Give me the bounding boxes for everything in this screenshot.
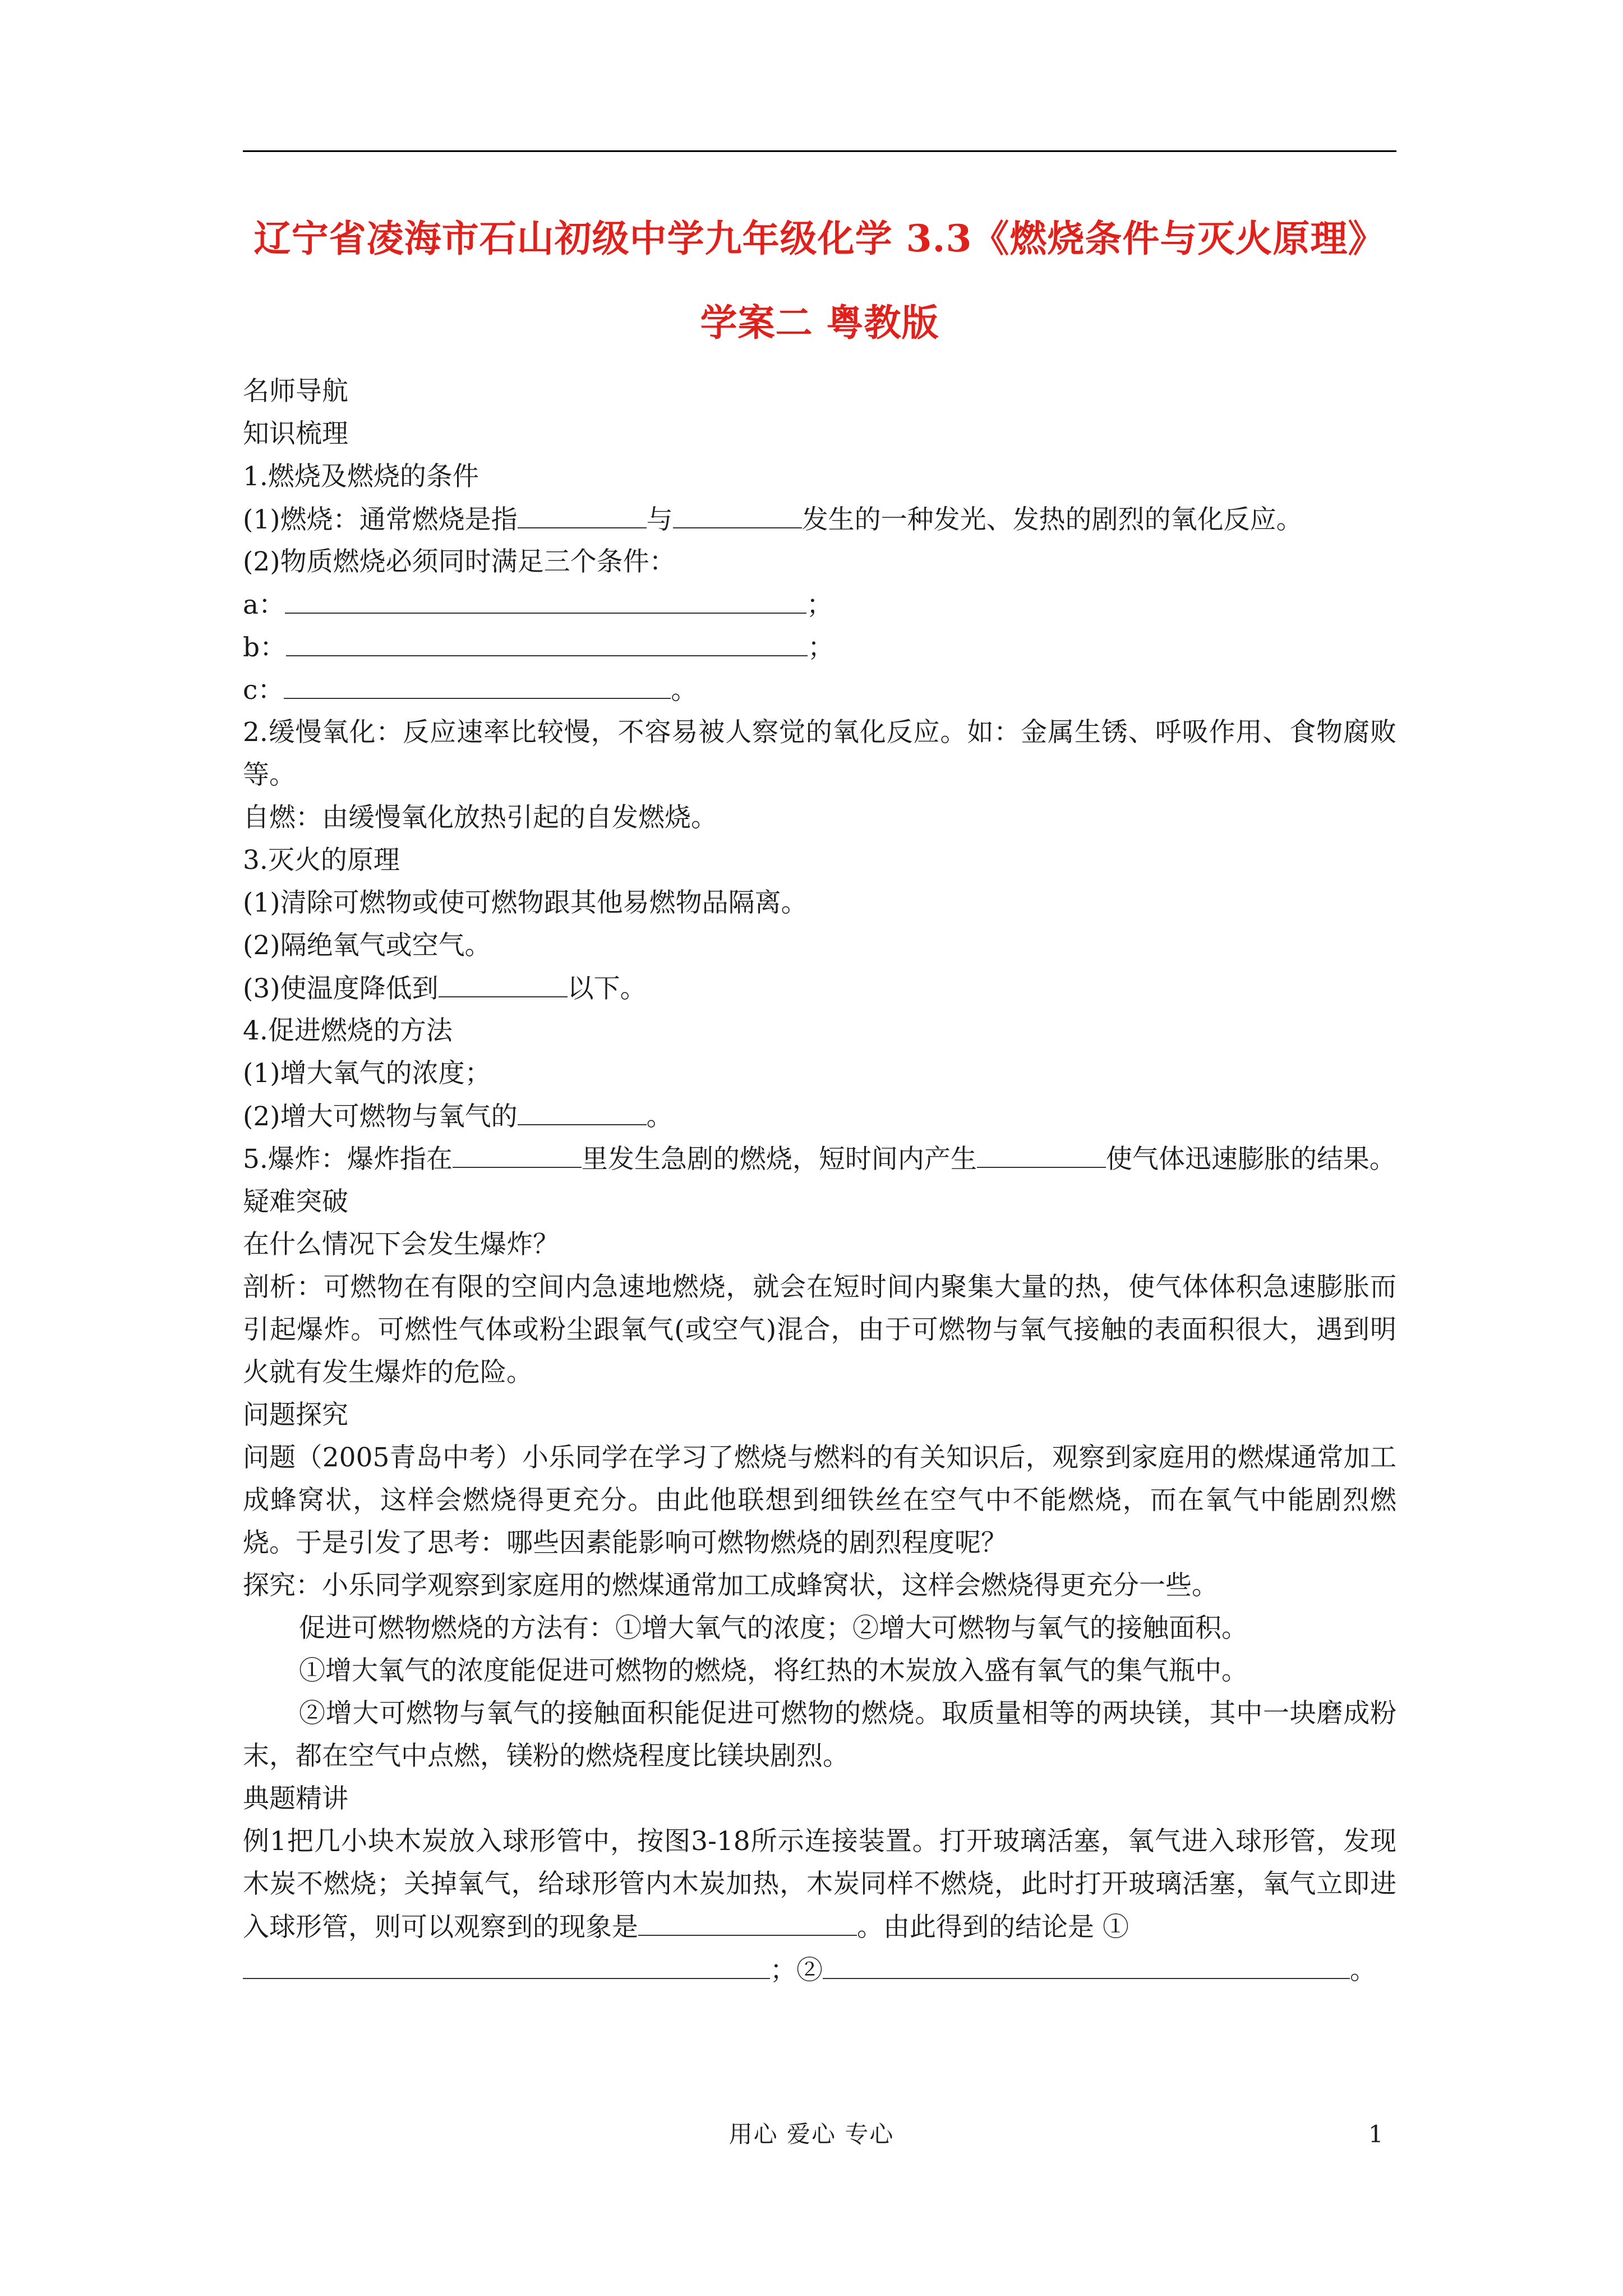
section-heading: 疑难突破 [243,1186,348,1217]
paragraph: 剖析：可燃物在有限的空间内急速地燃烧，就会在短时间内聚集大量的热，使气体体积急速膨胀而引起爆炸。可燃性气体或粉尘跟氧气(或空气)混合，由于可燃物与氧气接触的表面积很大，遇到明火就有发生爆炸的危险。 [243,1272,1396,1388]
text-line: 在什么情况下会发生爆炸？ [243,1229,559,1260]
text-line: (1)清除可燃物或使可燃物跟其他易燃物品隔离。 [243,887,808,918]
section-heading: 典题精讲 [243,1783,348,1814]
fill-blank [673,498,802,528]
fill-blank [243,1949,770,1979]
subsection-heading: 1.燃烧及燃烧的条件 [243,461,479,492]
fill-blank [453,1138,582,1168]
text-line: (2)隔绝氧气或空气。 [243,930,491,961]
text-line: 促进可燃物燃烧的方法有：①增大氧气的浓度；②增大可燃物与氧气的接触面积。 [299,1613,1248,1644]
text-line: (2)物质燃烧必须同时满足三个条件： [243,546,676,577]
subsection-heading: 4.促进燃烧的方法 [243,1015,453,1046]
header-rule [243,150,1396,152]
paragraph: 2.缓慢氧化：反应速率比较慢，不容易被人察觉的氧化反应。如：金属生锈、呼吸作用、食物腐败等。 [243,717,1396,790]
text-line: 自燃：由缓慢氧化放热引起的自发燃烧。 [243,802,717,833]
document-title-line-1: 辽宁省凌海市石山初级中学九年级化学 3.3《燃烧条件与灭火原理》 [253,217,1386,260]
text-line: 探究：小乐同学观察到家庭用的燃煤通常加工成蜂窝状，这样会燃烧得更充分一些。 [243,1570,1218,1601]
text-line: (3)使温度降低到 以下。 [243,967,1396,1010]
paragraph: ②增大可燃物与氧气的接触面积能促进可燃物的燃烧。取质量相等的两块镁，其中一块磨成粉末，都在空气中点燃，镁粉的燃烧程度比镁块剧烈。 [243,1698,1396,1772]
fill-blank [284,669,671,699]
fill-blank [823,1949,1350,1979]
section-heading: 知识梳理 [243,418,348,449]
fill-blank [285,583,806,614]
page-number: 1 [1368,2120,1384,2148]
fill-blank [518,1095,647,1125]
paragraph: 例1把几小块木炭放入球形管中，按图3-18所示连接装置。打开玻璃活塞，氧气进入球形管，发现木炭不燃烧；关掉氧气，给球形管内木炭加热，木炭同样不燃烧，此时打开玻璃活塞，氧气立即进入球形管，则可以观察到的现象是 。由此得到的结论是 ① [243,1826,1396,1943]
footer-motto: 用心 爱心 专心 [728,2120,895,2148]
fill-blank [518,498,647,528]
text-line: (1)增大氧气的浓度； [243,1058,491,1089]
paragraph: 5.爆炸：爆炸指在 里发生急剧的燃烧，短时间内产生 使气体迅速膨胀的结果。 [243,1138,1396,1181]
fill-blank [638,1906,857,1936]
text-line: b： ； [243,626,1396,669]
fill-blank [977,1138,1106,1168]
text-line: ；② 。 [243,1949,1396,1991]
subsection-heading: 3.灭火的原理 [243,845,400,876]
fill-blank [439,967,568,997]
section-heading: 问题探究 [243,1400,348,1430]
text-line: c： 。 [243,669,1396,711]
text-line: (1)燃烧：通常燃烧是指 与 发生的一种发光、发热的剧烈的氧化反应。 [243,498,1396,541]
paragraph: 问题（2005青岛中考）小乐同学在学习了燃烧与燃料的有关知识后，观察到家庭用的燃煤通常加工成蜂窝状，这样会燃烧得更充分。由此他联想到细铁丝在空气中不能燃烧，而在氧气中能剧烈燃烧。于是引发了思考：哪些因素能影响可燃物燃烧的剧烈程度呢？ [243,1442,1396,1558]
text-line: ①增大氧气的浓度能促进可燃物的燃烧，将红热的木炭放入盛有氧气的集气瓶中。 [299,1655,1248,1686]
fill-blank [286,626,808,656]
text-line: (2)增大可燃物与氧气的 。 [243,1095,1396,1138]
section-heading: 名师导航 [243,376,348,407]
document-title-line-2: 学案二 粤教版 [700,301,939,344]
document-body [243,370,1396,1991]
text-line: a： ； [243,583,1396,626]
